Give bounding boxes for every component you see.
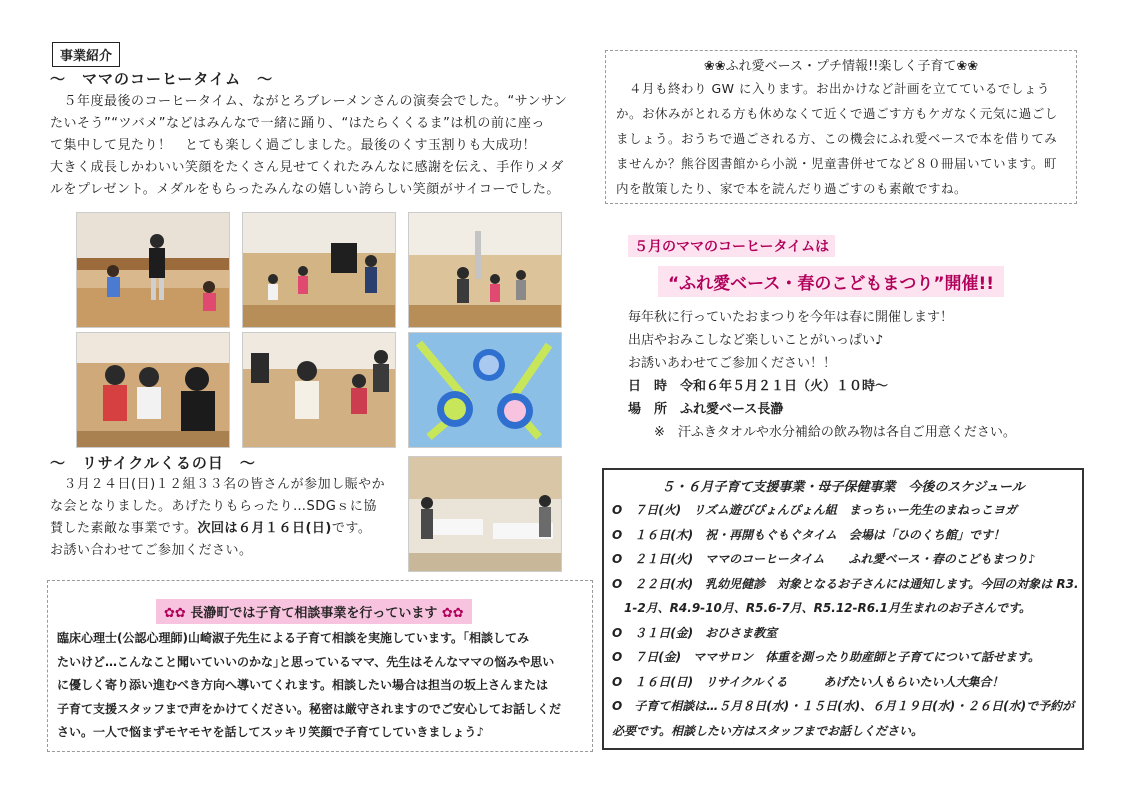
event-place-value: ふれ愛ベース長瀞 [680, 402, 784, 417]
schedule-row: 必要です。相談したい方はスタッフまでお話しください。 [612, 723, 924, 738]
consult-line: に優しく寄り添い進むべき方向へ導いてくれます。相談したい場合は担当の坂上さんまたは [57, 678, 549, 692]
petit-body [616, 76, 1076, 201]
flower-icon: ❀❀ [956, 59, 979, 74]
petit-title: ふれ愛ベース・プチ情報!!楽しく子育て [725, 59, 957, 74]
recycle-title: ～ リサイクルくるの日 ～ [50, 454, 256, 472]
photo-kids-medal [76, 332, 230, 448]
schedule-row: 1-2月、R4.9-10月、R5.6-7月、R5.12-R6.1月生まれのお子さんです。 [612, 601, 1032, 615]
schedule-row: O １６日(木) 祝・再開もぐもぐタイム 会場は「ひのくち館」です！ [612, 527, 1005, 542]
schedule-box [602, 468, 1084, 750]
event-note: ※ 汗ふきタオルや水分補給の飲み物は各自ご用意ください。 [654, 425, 1016, 440]
schedule-row: O 子育て相談は…５月８日(水)・１５日(水)、６月１９日(水)・２６日(水)で予約が [612, 699, 1075, 713]
recycle-line: お誘い合わせてご参加ください。 [50, 543, 253, 558]
section-tag: 事業紹介 [52, 42, 120, 67]
recycle-body [50, 474, 402, 562]
petit-line: ４月も終わり GW に入ります。お出かけなど計画を立てているでしょう [616, 81, 1050, 96]
photo-medals [408, 332, 562, 448]
photo-dance [76, 212, 230, 328]
event-month-title: ５月のママのコーヒータイムは [628, 235, 835, 257]
consult-body [57, 627, 587, 745]
consult-title: 長瀞町では子育て相談事業を行っています [190, 606, 438, 621]
photo-recycle [408, 456, 562, 572]
consult-box [47, 580, 593, 752]
recycle-line: ３月２４日(日)１２組３３名の皆さんが参加し賑やか [50, 477, 386, 492]
petit-line: か。お休みがとれる方も休めなくて近くで過ごす方もケガなく元気に過ごし [616, 106, 1058, 121]
event-date-label: 日 時 [628, 379, 668, 394]
coffee-line: ５年度最後のコーヒータイム、ながとろブレーメンさんの演奏会でした。“サンサン [50, 94, 568, 109]
consult-line: たいけど…こんなこと聞いていいのかな｣と思っているママ、先生はそんなママの悩みや思い [57, 654, 555, 669]
schedule-row: O ３１日(金) おひさま教室 [612, 625, 778, 640]
event-headline: “ふれ愛ベース・春のこどもまつり”開催!! [658, 266, 1004, 297]
photo-child-phone [242, 332, 396, 448]
petit-line: ましょう。おうちで過ごされる方、この機会にふれ愛ベースで本を借りてみ [616, 131, 1058, 146]
event-line: お誘いあわせてご参加ください！！ [628, 356, 837, 371]
flower-icon: ✿✿ [164, 606, 186, 621]
event-line: 毎年秋に行っていたおまつりを今年は春に開催します！ [628, 310, 954, 325]
consult-line: 子育て支援スタッフまで声をかけてください。秘密は厳守されますのでご安心してお話しくだ [57, 701, 562, 716]
petit-title-row [606, 55, 1076, 74]
coffee-line: たいそう”“ツバメ”などはみんなで一緒に踊り、“はたらくくるま”は机の前に座っ [50, 116, 545, 131]
schedule-row: O １６日(日) リサイクルくる あげたい人もらいたい人大集合！ [612, 674, 1004, 689]
coffee-line: て集中して見たり！ とても楽しく過ごしました。最後のくす玉割りも大成功！ [50, 138, 537, 153]
event-body [628, 306, 1016, 444]
schedule-row: O ２１日(火) ママのコーヒータイム ふれ愛ベース・春のこどもまつり♪ [612, 552, 1036, 566]
schedule-row: O ２２日(水) 乳幼児健診 対象となるお子さんには通知します。今回の対象は R3. [612, 576, 1079, 591]
petit-line: ませんか？熊谷図書館から小説・児童書併せてなど８０冊届いています。町 [616, 156, 1058, 171]
photo-concert [242, 212, 396, 328]
schedule-row: O ７日(火) リズム遊びぴょんぴょん組 まっちぃー先生のまねっこヨガ [612, 503, 1017, 517]
schedule-title: ５・６月子育て支援事業・母子保健事業 今後のスケジュール [661, 480, 1025, 495]
coffee-title: ～ ママのコーヒータイム ～ [50, 70, 274, 88]
recycle-text: です。 [331, 521, 372, 536]
recycle-line [50, 518, 402, 540]
schedule-list [612, 498, 1082, 743]
flower-icon: ✿✿ [441, 606, 464, 621]
event-place-label: 場 所 [628, 402, 668, 417]
event-place [628, 398, 1016, 421]
recycle-text: 賛した素敵な事業です。 [50, 521, 198, 536]
consult-title-bar [156, 599, 472, 624]
petit-line: 内を散策したり、家で本を読んだり過ごすのも素敵ですね。 [616, 181, 968, 196]
recycle-next-date: 次回は６月１６日(日) [197, 521, 332, 536]
coffee-line: ルをプレゼント。メダルをもらったみんなの嬉しい誇らしい笑顔がサイコーでした。 [50, 182, 560, 197]
photo-kusudama [408, 212, 562, 328]
petit-box [605, 50, 1077, 204]
coffee-body [50, 91, 590, 201]
recycle-line: な会となりました。あげたりもらったり…SDGｓに協 [50, 499, 377, 514]
event-line: 出店やおみこしなど楽しいことがいっぱい♪ [628, 333, 884, 348]
consult-line: 臨床心理士(公認心理師)山崎淑子先生による子育て相談を実施しています。｢相談してみ [57, 631, 530, 645]
event-date [628, 375, 1016, 398]
consult-line: さい。一人で悩まずモヤモヤを話してスッキリ笑顔で子育てしていきましょう♪ [57, 725, 485, 739]
schedule-row: O ７日(金) ママサロン 体重を測ったり助産師と子育てについて話せます。 [612, 650, 1040, 664]
coffee-line: 大きく成長しかわいい笑顔をたくさん見せてくれたみんなに感謝を伝え、手作りメダ [50, 160, 564, 175]
event-date-value: 令和６年５月２１日（火）１０時～ [680, 379, 889, 394]
flower-icon: ❀❀ [703, 59, 726, 74]
